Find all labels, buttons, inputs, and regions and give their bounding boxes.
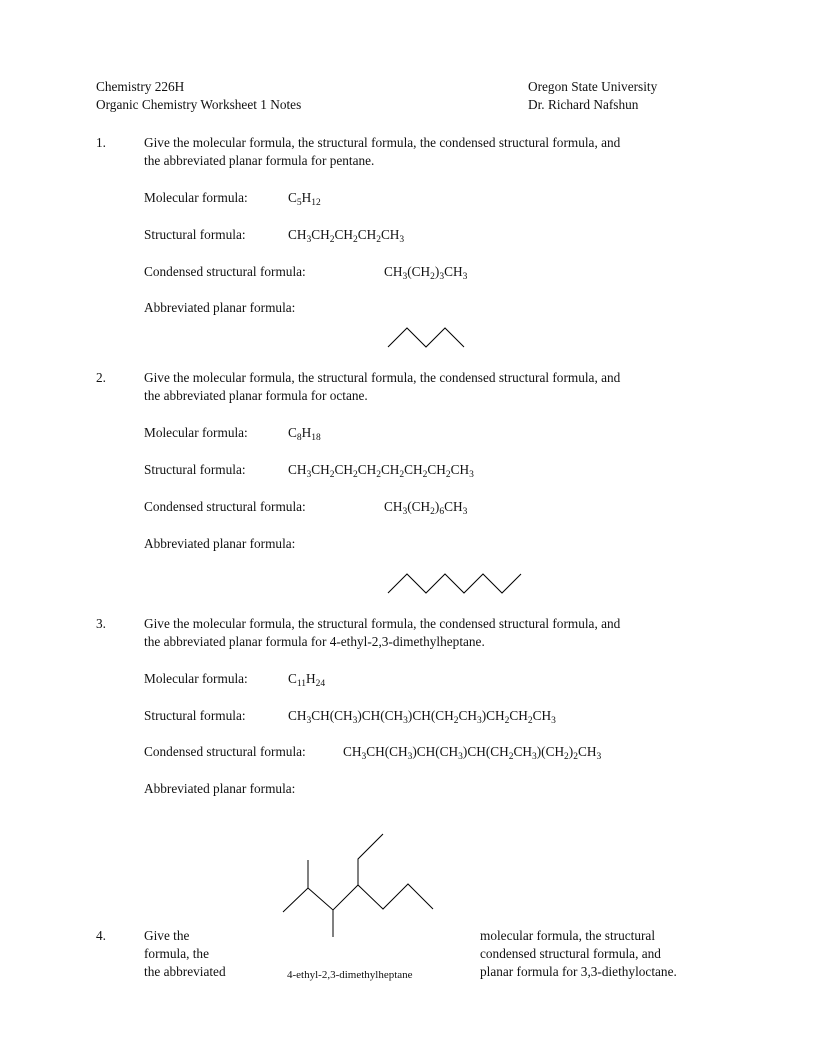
planar-label: Abbreviated planar formula:	[144, 300, 296, 315]
instructor: Dr. Richard Nafshun	[528, 97, 639, 112]
question-text: the abbreviated planar formula for octane.	[144, 388, 368, 403]
molecular-formula: $C_8H_{18}$	[288, 425, 321, 443]
pentane-skeleton	[388, 328, 464, 347]
condensed-formula: $CH_3CH(CH_3)CH(CH_3)CH(CH_2CH_3)(CH_2)_2CH_3$	[343, 744, 602, 762]
structural-label: Structural formula:	[144, 227, 246, 242]
question-number: 2.	[96, 370, 106, 385]
condensed-label: Condensed structural formula:	[144, 499, 306, 514]
question-text-left: Give the	[144, 928, 190, 943]
worksheet-title: Organic Chemistry Worksheet 1 Notes	[96, 97, 302, 112]
molecular-label: Molecular formula:	[144, 190, 248, 205]
structural-label: Structural formula:	[144, 462, 246, 477]
molecular-label: Molecular formula:	[144, 671, 248, 686]
structural-label: Structural formula:	[144, 708, 246, 723]
question-text-left: formula, the	[144, 946, 209, 961]
ethyl-branch-c4	[358, 834, 383, 885]
structural-formula: $CH_3CH(CH_3)CH(CH_3)CH(CH_2CH_3)CH_2CH_2CH_3$	[288, 708, 556, 726]
question-text-right: condensed structural formula, and	[480, 946, 661, 961]
structural-formula: $CH_3CH_2CH_2CH_2CH_2CH_2CH_2CH_3$	[288, 462, 474, 480]
question-text: the abbreviated planar formula for pentane.	[144, 153, 375, 168]
question-number: 3.	[96, 616, 106, 631]
question-text: Give the molecular formula, the structural formula, the condensed structural formula, and	[144, 135, 621, 150]
figure-caption: 4-ethyl-2,3-dimethylheptane	[287, 969, 413, 981]
question-text-left: the abbreviated	[144, 964, 226, 979]
condensed-label: Condensed structural formula:	[144, 264, 306, 279]
condensed-label: Condensed structural formula:	[144, 744, 306, 759]
molecular-formula: $C_{11}H_{24}$	[288, 671, 326, 689]
question-text: Give the molecular formula, the structural formula, the condensed structural formula, and	[144, 370, 621, 385]
molecular-formula: $C_5H_{12}$	[288, 190, 321, 208]
question-text: the abbreviated planar formula for 4-ethyl-2,3-dimethylheptane.	[144, 634, 485, 649]
planar-label: Abbreviated planar formula:	[144, 536, 296, 551]
octane-skeleton	[388, 574, 521, 593]
question-text: Give the molecular formula, the structural formula, the condensed structural formula, and	[144, 616, 621, 631]
question-text-right: planar formula for 3,3-diethyloctane.	[480, 964, 677, 979]
question-number: 4.	[96, 928, 106, 943]
molecular-label: Molecular formula:	[144, 425, 248, 440]
course-name: Chemistry 226H	[96, 79, 185, 94]
heptane-main-chain	[283, 884, 433, 912]
institution: Oregon State University	[528, 79, 658, 94]
condensed-formula: $CH_3(CH_2)_6CH_3$	[384, 499, 468, 517]
structural-formula: $CH_3CH_2CH_2CH_2CH_3$	[288, 227, 405, 245]
planar-label: Abbreviated planar formula:	[144, 781, 296, 796]
condensed-formula: $CH_3(CH_2)_3CH_3$	[384, 264, 468, 282]
question-text-right: molecular formula, the structural	[480, 928, 656, 943]
question-number: 1.	[96, 135, 106, 150]
